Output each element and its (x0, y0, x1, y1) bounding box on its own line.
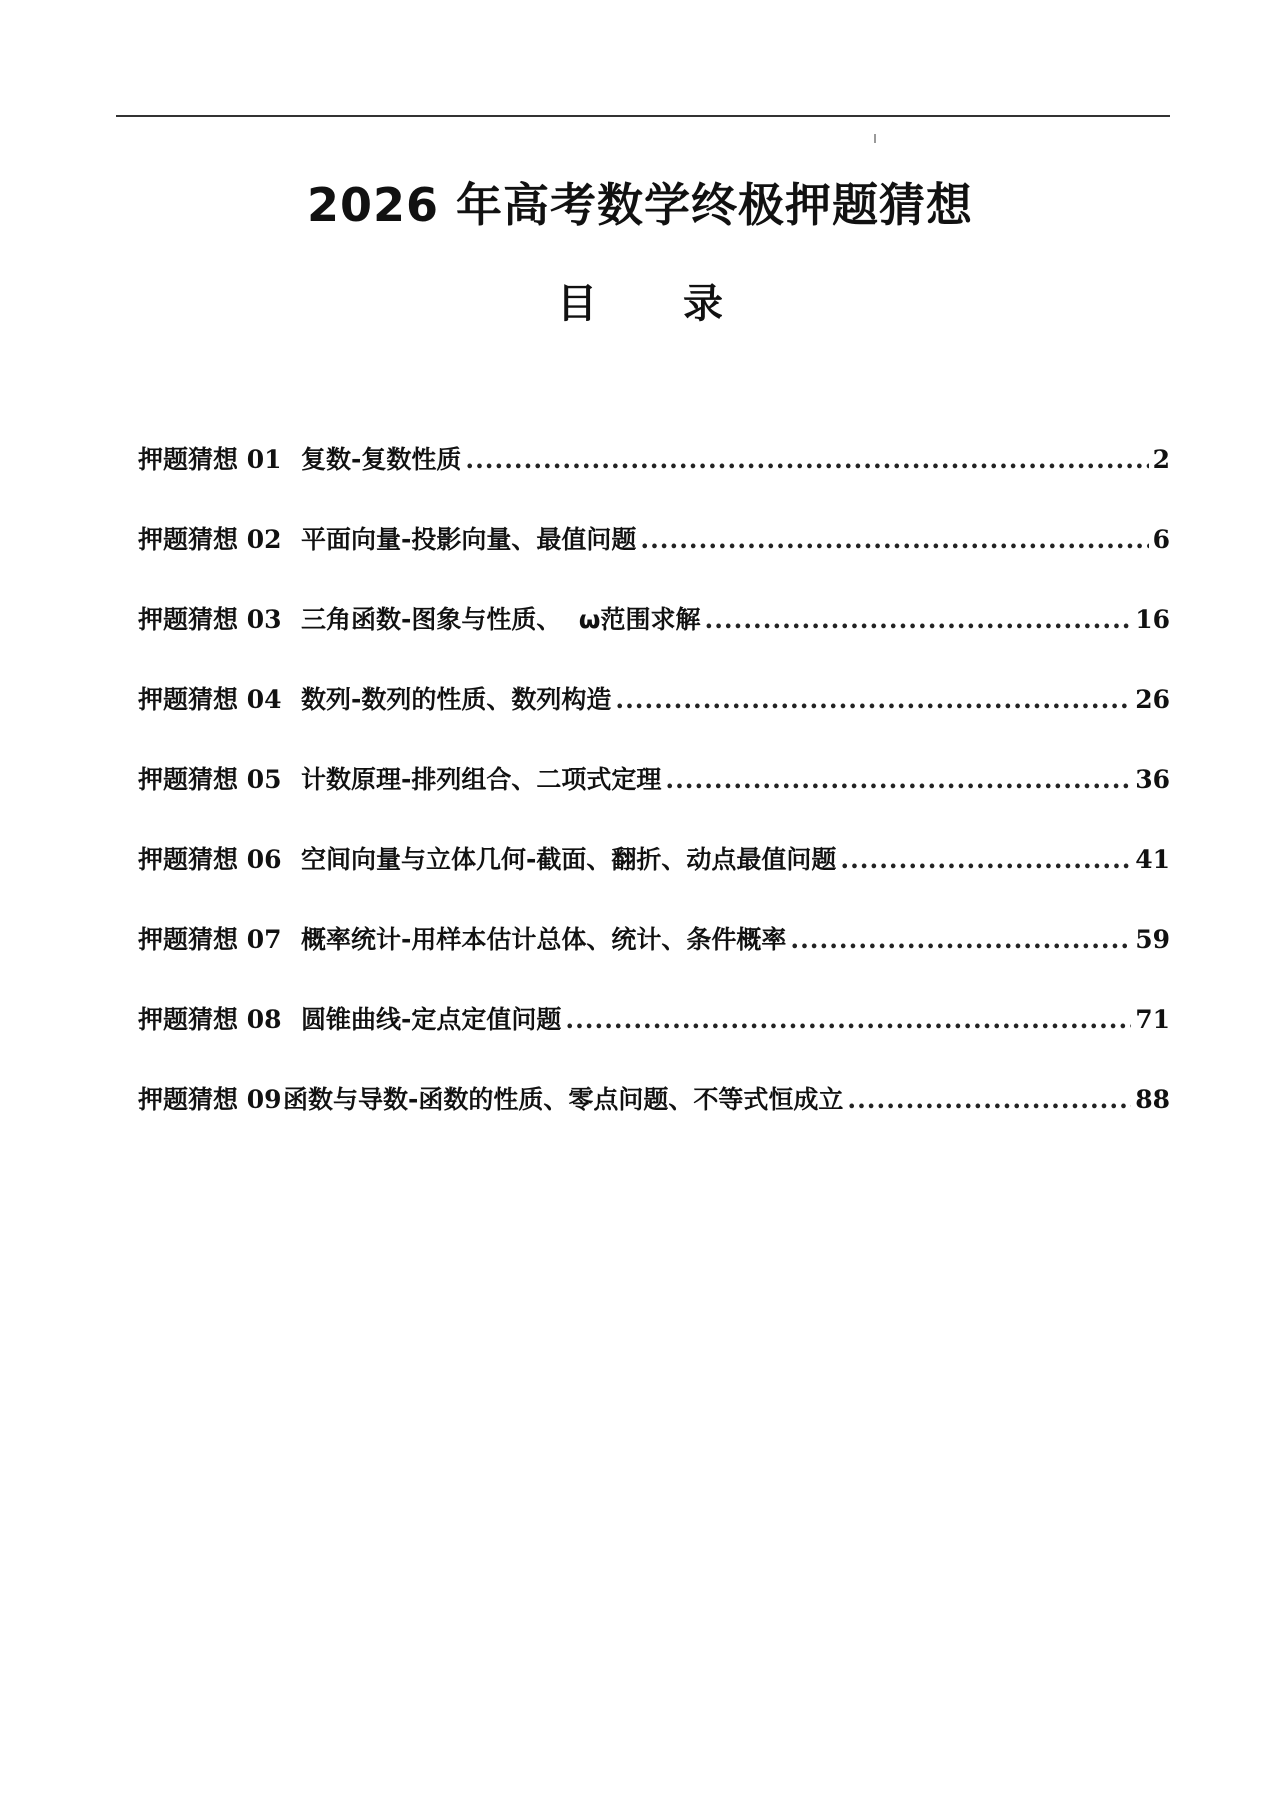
toc-entry-title: 概率统计-用样本估计总体、统计、条件概率 (301, 925, 787, 954)
table-of-contents (138, 440, 1170, 1160)
toc-entry-02[interactable] (138, 520, 1170, 600)
toc-entry-page: 16 (1135, 605, 1170, 634)
toc-entry-09[interactable] (138, 1080, 1170, 1160)
toc-dot-leader (840, 845, 1131, 874)
toc-entry-page: 6 (1152, 525, 1170, 554)
toc-dot-leader (665, 765, 1131, 794)
toc-heading: 目 录 (557, 281, 759, 327)
toc-dot-leader (847, 1085, 1131, 1114)
toc-entry-page: 41 (1135, 845, 1170, 874)
toc-entry-label: 押题猜想 03 (138, 605, 282, 634)
toc-entry-page: 71 (1135, 1005, 1170, 1034)
toc-entry-title: 复数-复数性质 (301, 445, 462, 474)
toc-entry-title: 圆锥曲线-定点定值问题 (301, 1005, 562, 1034)
toc-entry-title: 空间向量与立体几何-截面、翻折、动点最值问题 (301, 845, 837, 874)
toc-entry-05[interactable] (138, 760, 1170, 840)
toc-entry-page: 36 (1135, 765, 1170, 794)
toc-entry-title: 平面向量-投影向量、最值问题 (301, 525, 637, 554)
toc-entry-08[interactable] (138, 1000, 1170, 1080)
toc-entry-label: 押题猜想 01 (138, 445, 282, 474)
toc-dot-leader (705, 605, 1132, 634)
toc-entry-title: 函数与导数-函数的性质、零点问题、不等式恒成立 (283, 1085, 844, 1114)
toc-entry-page: 26 (1135, 685, 1170, 714)
document-title: 2026 年高考数学终极押题猜想 (306, 178, 974, 232)
toc-entry-label: 押题猜想 06 (138, 845, 282, 874)
toc-entry-01[interactable] (138, 440, 1170, 520)
toc-entry-page: 2 (1152, 445, 1170, 474)
toc-entry-title: 计数原理-排列组合、二项式定理 (301, 765, 662, 794)
scan-speck (874, 134, 876, 143)
toc-entry-label: 押题猜想 05 (138, 765, 282, 794)
toc-entry-label: 押题猜想 04 (138, 685, 282, 714)
toc-entry-03[interactable] (138, 600, 1170, 680)
toc-dot-leader (565, 1005, 1131, 1034)
toc-entry-label: 押题猜想 07 (138, 925, 282, 954)
toc-entry-title: 三角函数-图象与性质、 ω范围求解 (301, 605, 701, 634)
toc-entry-label: 押题猜想 08 (138, 1005, 282, 1034)
toc-entry-page: 59 (1135, 925, 1170, 954)
toc-dot-leader (615, 685, 1131, 714)
toc-entry-page: 88 (1135, 1085, 1170, 1114)
toc-entry-title: 数列-数列的性质、数列构造 (301, 685, 612, 714)
toc-dot-leader (790, 925, 1131, 954)
toc-dot-leader (465, 445, 1148, 474)
toc-entry-07[interactable] (138, 920, 1170, 1000)
toc-dot-leader (640, 525, 1148, 554)
header-rule (116, 115, 1170, 117)
toc-entry-04[interactable] (138, 680, 1170, 760)
toc-entry-label: 押题猜想 09 (138, 1085, 282, 1114)
toc-entry-06[interactable] (138, 840, 1170, 920)
toc-entry-label: 押题猜想 02 (138, 525, 282, 554)
